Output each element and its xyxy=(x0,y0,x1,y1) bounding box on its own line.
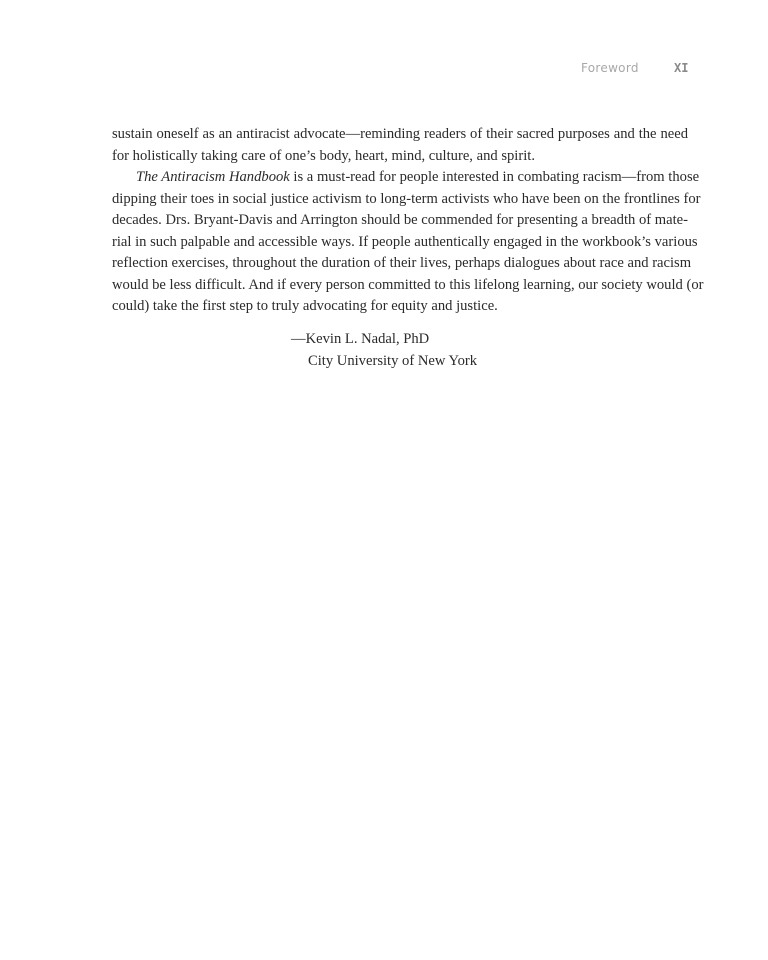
book-title: The Antiracism Handbook xyxy=(136,169,290,185)
text-line xyxy=(112,167,700,189)
text-line: dipping their toes in social justice activism to long-term activists who have been on the frontlines for xyxy=(112,190,701,207)
page-number: XI xyxy=(674,61,689,75)
signature-name: —Kevin L. Nadal, PhD xyxy=(291,331,430,347)
text-span: is a must-read for people interested in combating racism—from those xyxy=(289,169,700,185)
text-line: reflection exercises, throughout the duration of their lives, perhaps dialogues about race and racism xyxy=(112,255,692,271)
running-header-title: Foreword xyxy=(581,61,639,75)
text-line: could) take the first step to truly advocating for equity and justice. xyxy=(112,298,498,314)
text-line: for holistically taking care of one’s body, heart, mind, culture, and spirit. xyxy=(112,147,535,164)
text-line: rial in such palpable and accessible ways. If people authentically engaged in the workbook’s various xyxy=(112,233,698,250)
body-text xyxy=(112,124,704,318)
text-line: would be less difficult. And if every person committed to this lifelong learning, our society would (or xyxy=(112,276,704,293)
text-line: decades. Drs. Bryant-Davis and Arrington should be commended for presenting a breadth of mate- xyxy=(112,212,688,228)
text-line: sustain oneself as an antiracist advocate—reminding readers of their sacred purposes and the need xyxy=(112,126,688,142)
signature-affiliation: City University of New York xyxy=(308,353,478,369)
